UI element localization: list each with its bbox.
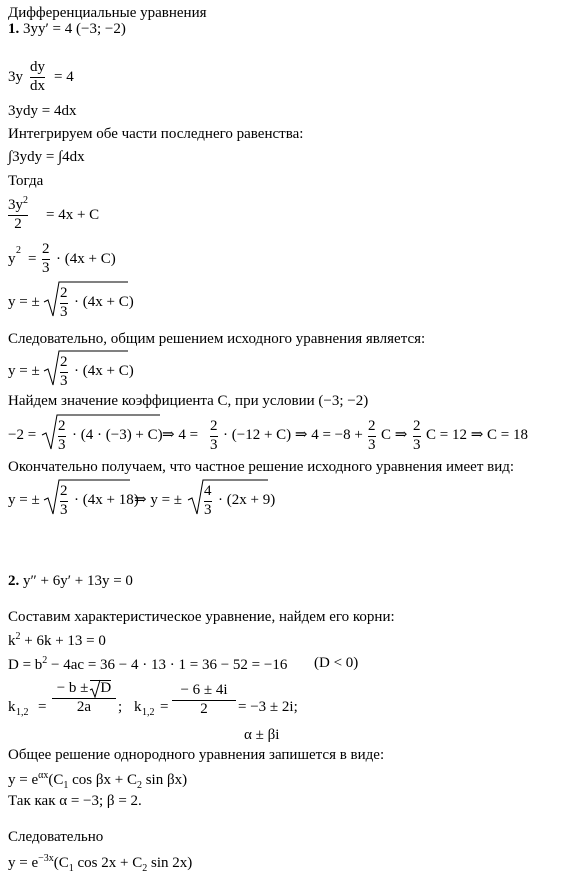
- char-text: Составим характеристическое уравнение, найдем его корни:: [8, 609, 395, 625]
- problem2-equation: y″ + 6y′ + 13y = 0: [23, 573, 133, 589]
- then-text: Тогда: [8, 173, 44, 189]
- c-eq-frac4-num: 2: [413, 418, 421, 434]
- roots-sep: ;: [118, 699, 123, 715]
- int-res-right: = 4x + C: [46, 207, 100, 223]
- integrate-text: Интегрируем обе части последнего равенства:: [8, 126, 304, 142]
- fin-mid2: · (2x + 9): [218, 492, 276, 508]
- therefore-text: Следовательно: [8, 829, 104, 845]
- c-eq-b: · (4 · (−3) + C): [72, 427, 163, 443]
- step1-left: 3y: [8, 69, 23, 85]
- integral-result-fraction: [8, 196, 28, 232]
- gen-right: · (4x + C): [74, 363, 134, 379]
- ans-c: cos 2x + C: [77, 855, 143, 871]
- int-res-exp: 2: [23, 195, 28, 206]
- ans-d: sin 2x): [150, 855, 193, 871]
- roots-sub: 1,2: [16, 707, 29, 718]
- roots-frac1-rad: D: [100, 680, 112, 696]
- c-eq-d: · (−12 + C) ⇒ 4 = −8 +: [223, 427, 363, 443]
- gf-c: cos βx + C: [72, 772, 137, 788]
- roots-eq2: =: [160, 699, 169, 715]
- disc-exp: 2: [42, 655, 48, 666]
- roots-sqrt-icon: [90, 680, 100, 698]
- gf-d: sin βx): [145, 772, 188, 788]
- c-eq-frac1-den: 3: [58, 437, 66, 453]
- gen-frac-num: 2: [60, 354, 68, 370]
- c-eq-frac1-num: 2: [58, 418, 66, 434]
- ysq-frac-den: 3: [42, 260, 50, 276]
- gf-line: [8, 771, 187, 791]
- c-eq-frac4: [413, 419, 421, 453]
- int-res-num: 3y: [8, 197, 23, 213]
- disc-a: D = b: [8, 657, 43, 673]
- gf-sub2: 2: [136, 780, 142, 791]
- fin-frac1-num: 2: [60, 483, 68, 499]
- c-eq-frac2: [210, 419, 218, 453]
- c-eq-frac2-num: 2: [210, 418, 218, 434]
- final-text: Окончательно получаем, что частное решение исходного уравнения имеет вид:: [8, 459, 515, 475]
- roots-sub2: 1,2: [142, 707, 155, 718]
- c-eq-c: ⇒ 4 =: [162, 427, 199, 443]
- gen-left: y = ±: [8, 363, 40, 379]
- answer-line: [8, 854, 192, 874]
- c-eq-frac3-den: 3: [368, 437, 376, 453]
- ysq-exp: 2: [16, 245, 21, 256]
- gf-sub1: 1: [63, 780, 69, 791]
- step2: 3ydy = 4dx: [8, 103, 77, 119]
- fin-left: y = ±: [8, 492, 40, 508]
- discriminant: [8, 656, 287, 673]
- c-eq-frac3-num: 2: [368, 418, 376, 434]
- roots-result: = −3 ± 2i;: [238, 699, 298, 715]
- roots-eq: =: [38, 699, 47, 715]
- page-title: Дифференциальные уравнения: [8, 5, 207, 21]
- gen-fraction: [60, 355, 68, 389]
- roots-frac1-den: 2a: [76, 699, 92, 715]
- ysq-eq: =: [28, 251, 37, 267]
- ans-b: (C: [53, 855, 69, 871]
- general-form-text: Общее решение однородного уравнения запишется в виде:: [8, 747, 385, 763]
- c-eq-frac2-den: 3: [210, 437, 218, 453]
- roots-frac1: [52, 680, 116, 715]
- step1-right: = 4: [54, 69, 74, 85]
- general-solution-text: Следовательно, общим решением исходного уравнения является:: [8, 331, 426, 347]
- ysq-fraction: [42, 242, 50, 276]
- step1-frac-num: dy: [30, 59, 45, 75]
- fin-arrow: ⇒ y = ±: [134, 492, 183, 508]
- gen-frac-den: 3: [60, 373, 68, 389]
- fin-frac1-den: 3: [60, 502, 68, 518]
- alpha-beta: α ± βi: [244, 727, 280, 743]
- ysol-frac-den: 3: [60, 304, 68, 320]
- char-eq-rest: + 6k + 13 = 0: [24, 633, 106, 649]
- since-text: Так как α = −3; β = 2.: [8, 793, 142, 809]
- ans-sub2: 2: [142, 863, 148, 874]
- step1-frac-den: dx: [30, 78, 45, 94]
- fin-frac1: [60, 484, 68, 518]
- find-c-text: Найдем значение коэффициента С, при условии (−3; −2): [8, 393, 369, 409]
- ysol-right: · (4x + C): [74, 294, 134, 310]
- fin-frac2-num: 4: [204, 483, 212, 499]
- fin-mid1: · (4x + 18): [74, 492, 139, 508]
- problem2-header: [8, 574, 133, 589]
- ans-sub1: 1: [68, 863, 74, 874]
- gf-exp: αx: [38, 770, 49, 781]
- roots-frac2-den: 2: [200, 701, 208, 717]
- integral-equation: ∫3ydy = ∫4dx: [8, 149, 85, 165]
- gf-a: y = e: [8, 772, 39, 788]
- problem2-number: 2.: [8, 573, 20, 589]
- problem1-equation: 3yy′ = 4 (−3; −2): [23, 21, 126, 37]
- roots-k2: k: [134, 699, 142, 715]
- ysol-frac-num: 2: [60, 285, 68, 301]
- gf-b: (C: [48, 772, 64, 788]
- c-eq-f: C = 12 ⇒ C = 18: [426, 427, 528, 443]
- char-eq-k: k: [8, 633, 16, 649]
- char-eq-exp: 2: [15, 631, 21, 642]
- int-res-den: 2: [14, 216, 22, 232]
- c-eq-frac1: [58, 419, 66, 453]
- ysq-right: · (4x + C): [56, 251, 116, 267]
- step1-fraction: [30, 60, 45, 94]
- c-eq-frac3: [368, 419, 376, 453]
- ans-a: y = e: [8, 855, 39, 871]
- fin-frac2: [204, 484, 212, 518]
- disc-b: − 4ac = 36 − 4 · 13 · 1 = 36 − 52 = −16: [51, 657, 288, 673]
- ysol-left: y = ±: [8, 294, 40, 310]
- fin-frac2-den: 3: [204, 502, 212, 518]
- ysq-frac-num: 2: [42, 241, 50, 257]
- disc-cond: (D < 0): [314, 655, 359, 671]
- problem1-number: 1.: [8, 21, 20, 37]
- roots-k: k: [8, 699, 16, 715]
- roots-frac2: [172, 683, 236, 717]
- c-eq-a: −2 =: [8, 427, 37, 443]
- ysq-left: y: [8, 251, 16, 267]
- ans-exp: −3x: [38, 853, 54, 864]
- ysol-fraction: [60, 286, 68, 320]
- c-eq-frac4-den: 3: [413, 437, 421, 453]
- char-eq: [8, 632, 106, 649]
- problem1-header: [8, 22, 126, 37]
- roots-frac2-num: − 6 ± 4i: [180, 682, 228, 698]
- roots-frac1-num: − b ±: [56, 680, 89, 696]
- c-eq-e: C ⇒: [381, 427, 408, 443]
